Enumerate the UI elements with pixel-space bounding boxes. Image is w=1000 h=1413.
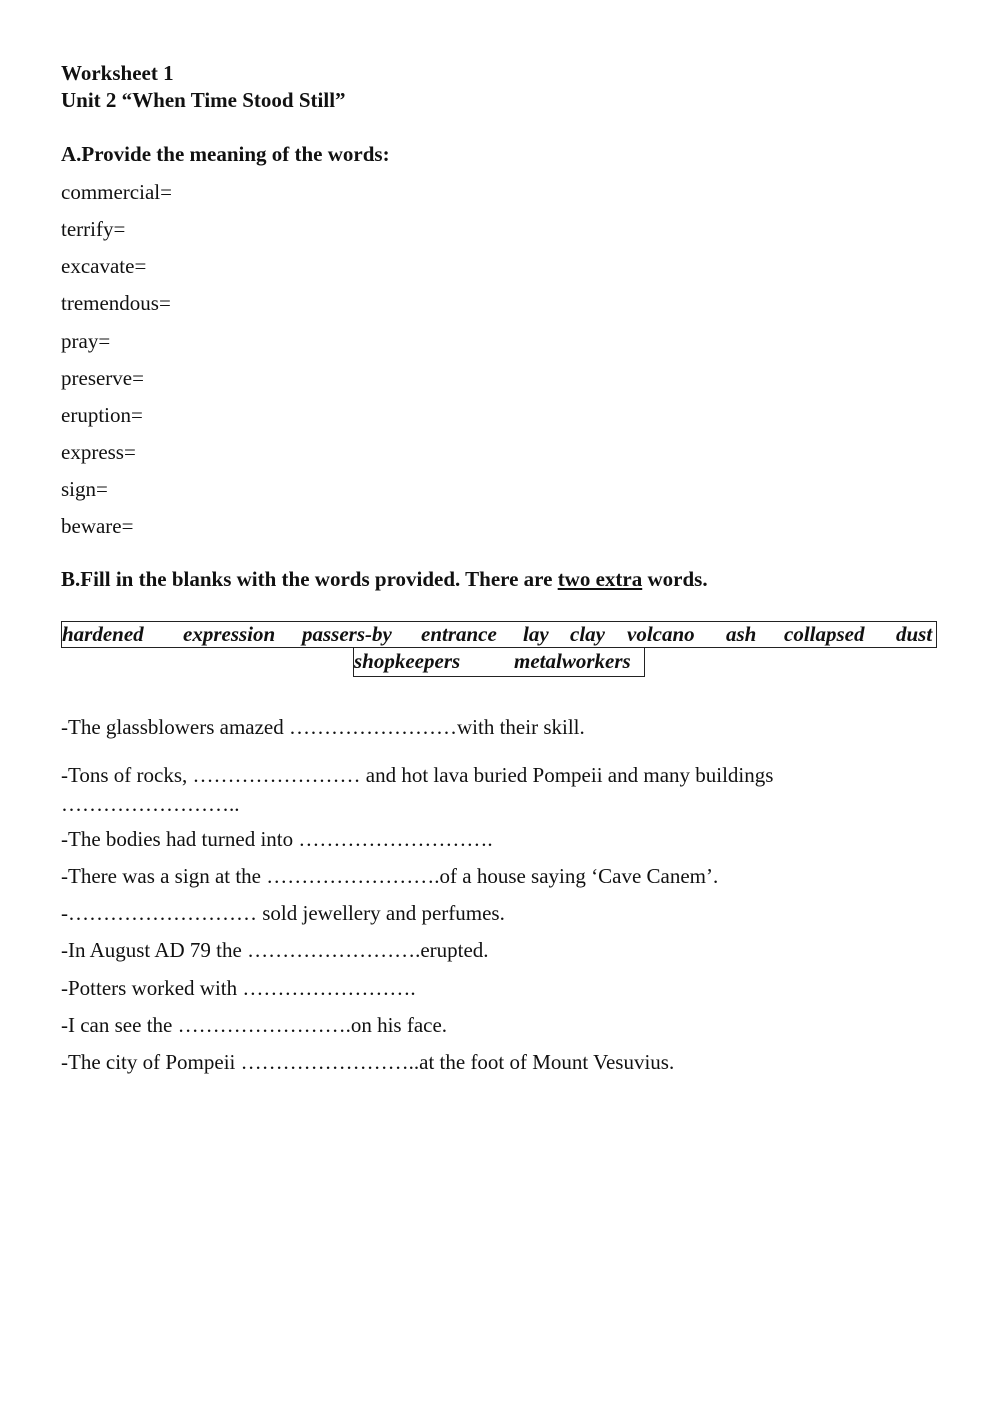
section-b-heading-text-end: words. xyxy=(642,567,708,591)
vocab-item: eruption= xyxy=(61,403,143,427)
word-bank-word: clay xyxy=(570,622,605,646)
vocab-item: excavate= xyxy=(61,254,147,278)
section-b-heading-emphasis: two extra xyxy=(557,567,643,591)
word-bank-word: passers-by xyxy=(302,622,392,646)
word-bank-word: collapsed xyxy=(784,622,865,646)
fill-in-sentence: -There was a sign at the …………………….of a house saying ‘Cave Canem’. xyxy=(61,864,719,888)
fill-in-sentence: -I can see the …………………….on his face. xyxy=(61,1013,448,1037)
word-bank-word: metalworkers xyxy=(514,649,631,673)
unit-title: Unit 2 “When Time Stood Still” xyxy=(61,88,346,112)
fill-in-sentence: -Tons of rocks, …………………… and hot lava buried Pompeii and many buildings xyxy=(61,763,774,787)
vocab-item: tremendous= xyxy=(61,291,171,315)
section-a-heading: A.Provide the meaning of the words: xyxy=(61,142,390,166)
vocab-item: commercial= xyxy=(61,180,172,204)
word-bank-word: ash xyxy=(726,622,757,646)
word-bank-word: expression xyxy=(183,622,276,646)
word-bank-word: hardened xyxy=(62,622,144,646)
worksheet-title: Worksheet 1 xyxy=(61,61,174,85)
vocab-item: beware= xyxy=(61,514,134,538)
word-bank-box-row2 xyxy=(353,648,645,677)
section-b-heading-text: B.Fill in the blanks with the words provided. There are xyxy=(61,567,558,591)
vocab-item: terrify= xyxy=(61,217,126,241)
word-bank-word: shopkeepers xyxy=(354,649,461,673)
vocab-item: sign= xyxy=(61,477,108,501)
fill-in-sentence-continuation: …………………….. xyxy=(61,792,240,816)
fill-in-sentence: -The glassblowers amazed ……………………with their skill. xyxy=(61,715,585,739)
fill-in-sentence: -The city of Pompeii ……………………..at the foot of Mount Vesuvius. xyxy=(61,1050,675,1074)
fill-in-sentence: -……………………… sold jewellery and perfumes. xyxy=(61,901,505,925)
word-bank-word: entrance xyxy=(421,622,497,646)
vocab-item: preserve= xyxy=(61,366,144,390)
vocab-item: pray= xyxy=(61,329,111,353)
fill-in-sentence: -In August AD 79 the …………………….erupted. xyxy=(61,938,489,962)
fill-in-sentence: -The bodies had turned into ………………………. xyxy=(61,827,493,851)
word-bank-word: lay xyxy=(523,622,549,646)
word-bank-word: volcano xyxy=(627,622,695,646)
vocab-item: express= xyxy=(61,440,136,464)
fill-in-sentence: -Potters worked with ……………………. xyxy=(61,976,416,1000)
section-b-heading xyxy=(61,567,708,592)
word-bank-box xyxy=(61,621,937,648)
word-bank-word: dust xyxy=(896,622,933,646)
